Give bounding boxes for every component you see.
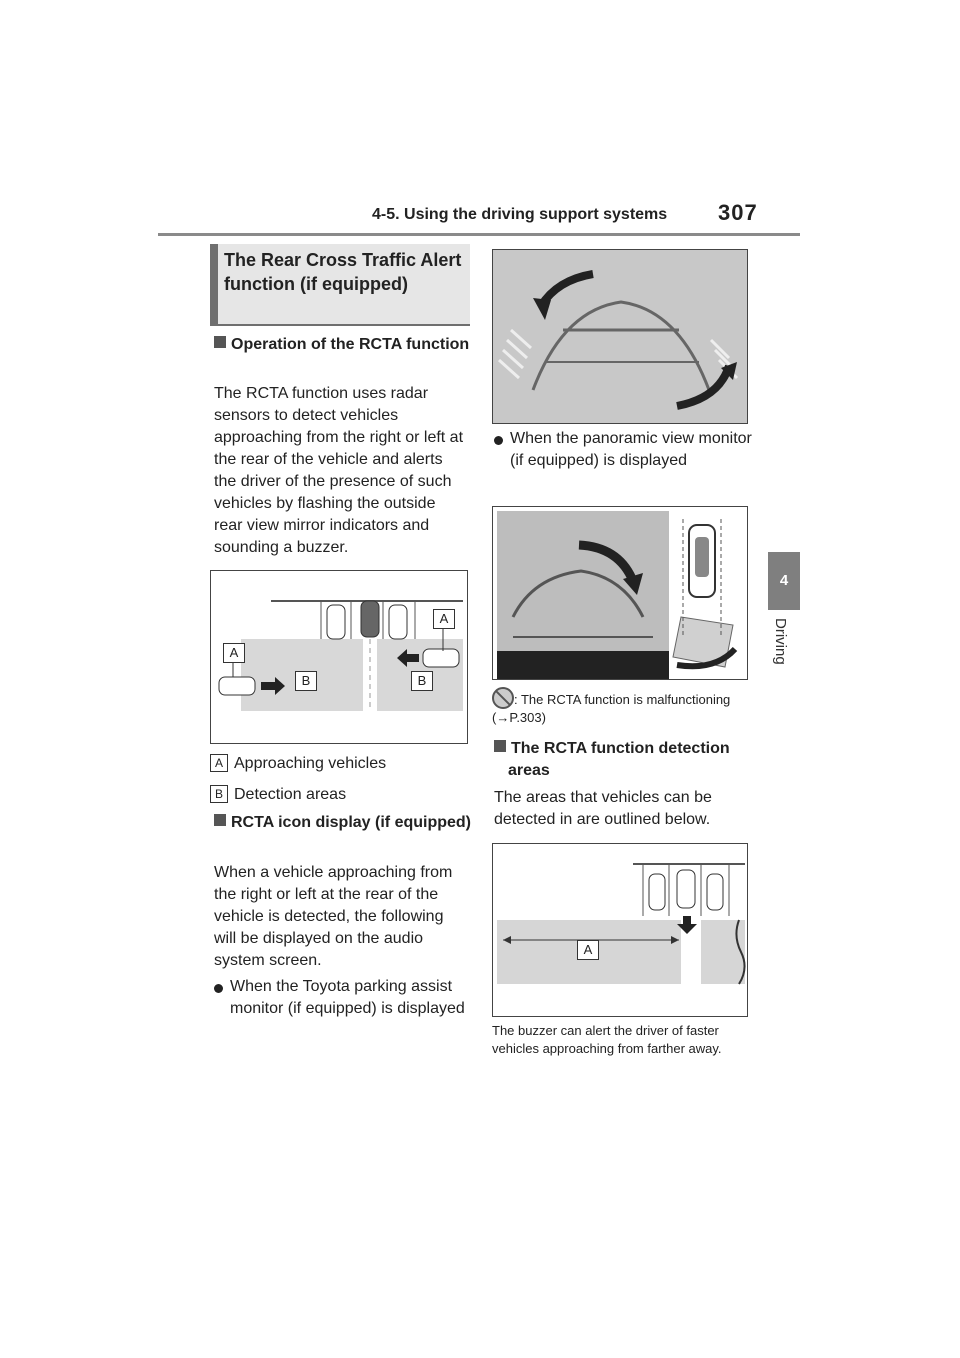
icon-heading: [214, 812, 478, 834]
bullet-item: [494, 428, 760, 472]
page-number: 307: [718, 200, 758, 225]
op-heading: [214, 334, 478, 356]
malfunction-text: : The RCTA function is malfunctioning (→P.303): [492, 692, 731, 725]
legend-letter: A: [210, 754, 228, 772]
bullet-text: When the panoramic view monitor (if equipped) is displayed: [510, 430, 752, 469]
parking-assist-screen-figure: [492, 249, 748, 424]
header-title: 4-5. Using the driving support systems: [372, 206, 668, 223]
bullet-dot-icon: [494, 436, 503, 445]
square-bullet-icon: [494, 740, 506, 752]
fig-label-b: B: [411, 671, 433, 691]
op-body: The RCTA function uses radar sensors to detect vehicles approaching from the right or left at the rear of the vehicle and alerts the driver of the presence of such vehicles by flashing the outside rear view mirror indicators and sounding a buzzer.: [214, 385, 464, 556]
malfunction-icon: [492, 687, 514, 709]
fig-label-a: A: [433, 609, 455, 629]
rear-camera-guide-diagram: [493, 250, 748, 424]
legend-text: Detection areas: [234, 786, 347, 803]
bullet-dot-icon: [214, 984, 223, 993]
parking-lot-diagram: [211, 571, 468, 744]
icon-body: When a vehicle approaching from the right or left at the rear of the vehicle is detected, the following will be displayed on the audio system screen.: [214, 864, 453, 969]
areas-heading-text: The RCTA function detection areas: [508, 740, 730, 779]
panoramic-view-diagram: [493, 507, 748, 680]
header-rule: [158, 233, 800, 236]
bullet-text: When the Toyota parking assist monitor (if equipped) is displayed: [230, 978, 465, 1017]
malfunction-note: [492, 687, 752, 727]
square-bullet-icon: [214, 336, 226, 348]
rcta-parking-figure: [210, 570, 468, 744]
chapter-tab-label: Driving: [772, 618, 789, 665]
fig-label-b: B: [295, 671, 317, 691]
areas-body: The areas that vehicles can be detected in are outlined below.: [494, 789, 712, 828]
icon-heading-text: RCTA icon display (if equipped): [231, 814, 471, 831]
legend-row: [210, 753, 386, 775]
square-bullet-icon: [214, 814, 226, 826]
bullet-item: [214, 976, 480, 1020]
panoramic-screen-figure: [492, 506, 748, 680]
areas-note: The buzzer can alert the driver of faster vehicles approaching from farther away.: [492, 1023, 722, 1056]
detection-areas-diagram: [493, 844, 748, 1017]
detection-areas-figure: [492, 843, 748, 1017]
fig-label-a: A: [223, 643, 245, 663]
op-heading-text: Operation of the RCTA function: [231, 336, 470, 353]
chapter-tab: 4: [768, 552, 800, 610]
legend-row: [210, 784, 346, 806]
legend-letter: B: [210, 785, 228, 803]
section-title: The Rear Cross Traffic Alert function (if equipped): [224, 250, 462, 294]
areas-heading: [494, 738, 758, 782]
fig-label-a: A: [577, 940, 599, 960]
legend-text: Approaching vehicles: [234, 755, 387, 772]
